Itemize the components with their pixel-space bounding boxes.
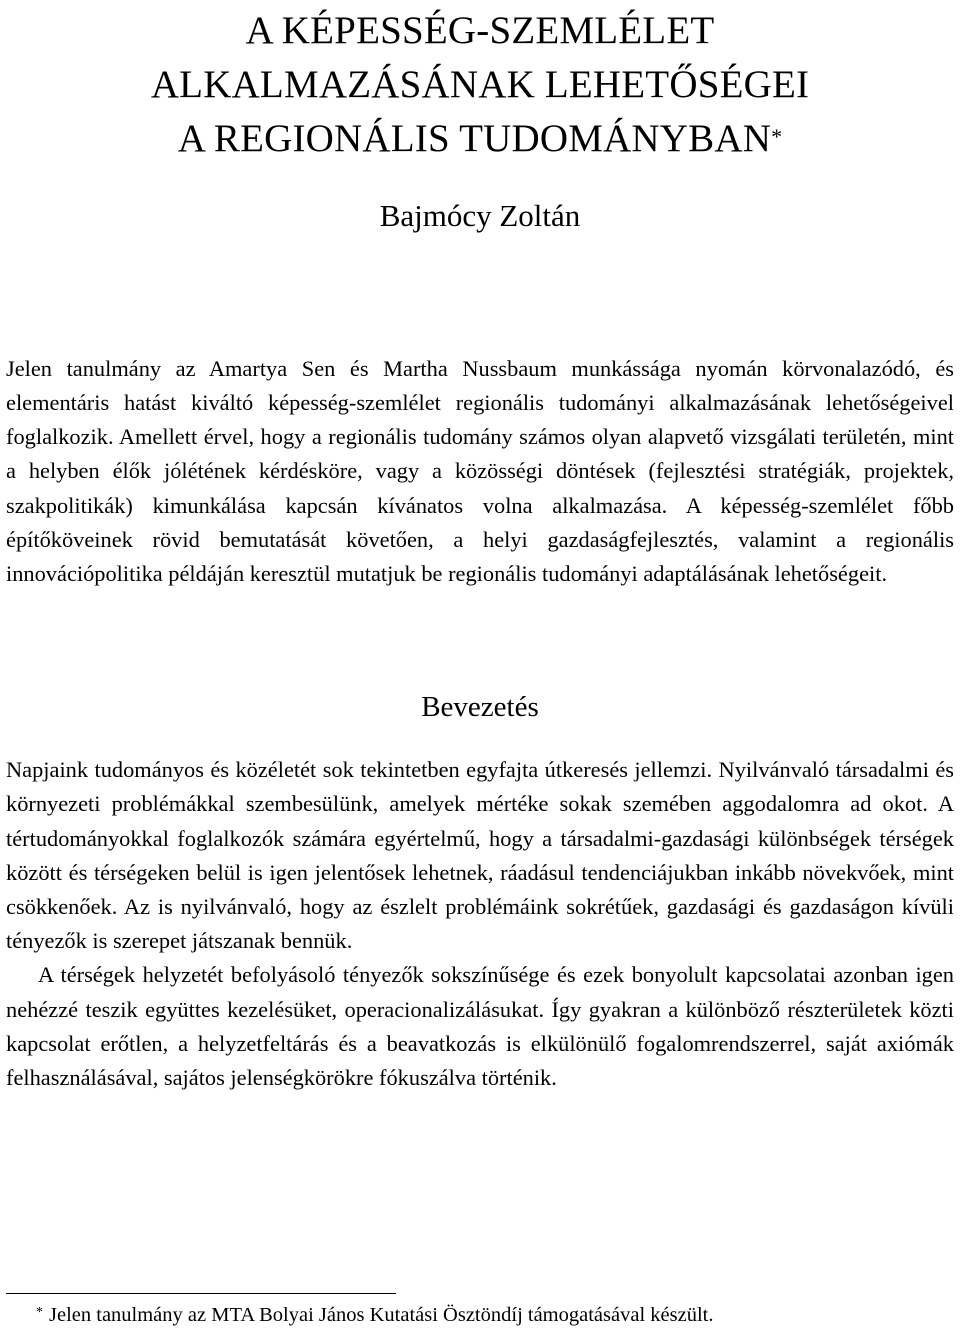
footnote-divider xyxy=(6,1293,396,1294)
paper-page xyxy=(6,0,954,1095)
author-name: Bajmócy Zoltán xyxy=(379,198,581,233)
footnote-text: Jelen tanulmány az MTA Bolyai János Kutatási Ösztöndíj támogatásával készült. xyxy=(49,1304,714,1326)
title-line-2: ALKALMAZÁSÁNAK LEHETŐSÉGEI xyxy=(150,63,810,106)
paragraph-2: A térségek helyzetét befolyásoló tényezők sokszínűsége és ezek bonyolult kapcsolatai azonban igen nehézzé teszik együttes kezelésüket, operacionalizálásukat. Így gyakran a különböző részterületek közti kapcsolat erőtlen, a helyzetfeltárás és a beavatkozás is elkülönülő fogalomrendszerrel, saját axiómák felhasználásával, sajátos jelenségkörökre fókuszálva történik. xyxy=(6,962,954,1090)
footnote xyxy=(6,1300,954,1330)
title-line-3 xyxy=(6,112,954,166)
title-line-1: A KÉPESSÉG-SZEMLÉLET xyxy=(245,9,715,52)
section-body xyxy=(6,753,954,1095)
title-footnote-mark[interactable]: * xyxy=(771,124,783,149)
section-heading: Bevezetés xyxy=(421,691,539,724)
title-line-3-text: A REGIONÁLIS TUDOMÁNYBAN xyxy=(177,117,772,160)
abstract xyxy=(6,352,954,591)
abstract-text: Jelen tanulmány az Amartya Sen és Martha Nussbaum munkássága nyomán körvonalazódó, és elementáris hatást kiváltó képesség-szemlélet regionális tudományi alkalmazásának lehetőségeivel foglalkozik. Amellett érvel, hogy a regionális tudomány számos olyan alapvető vizsgálati területén, mint a helyben élők jólétének kérdésköre, vagy a közösségi döntések (fejlesztési stratégiák, projektek, szakpolitikák) kimunkálása kapcsán kívánatos volna alkalmazása. A képesség-szemlélet főbb építőköveinek rövid bemutatását követően, a helyi gazdaságfejlesztés, valamint a regionális innovációpolitika példáján keresztül mutatjuk be regionális tudományi adaptálásának lehetőségeit. xyxy=(6,356,954,586)
paper-title xyxy=(6,4,954,166)
footnote-mark: * xyxy=(36,1305,43,1320)
paragraph-1: Napjaink tudományos és közéletét sok tekintetben egyfajta útkeresés jellemzi. Nyilvánvaló társadalmi és környezeti problémákkal szembesülünk, amelyek mértéke sokak szemében aggodalomra ad okot. A tértudományokkal foglalkozók számára egyértelmű, hogy a társadalmi-gazdasági különbségek térségek között és térségeken belül is igen jelentősek lehetnek, ráadásul tendenciájukban inkább növekvőek, mint csökkenőek. Az is nyilvánvaló, hogy az észlelt problémáink sokrétűek, gazdasági és gazdaságon kívüli tényezők is szerepet játszanak bennük. xyxy=(6,757,954,954)
